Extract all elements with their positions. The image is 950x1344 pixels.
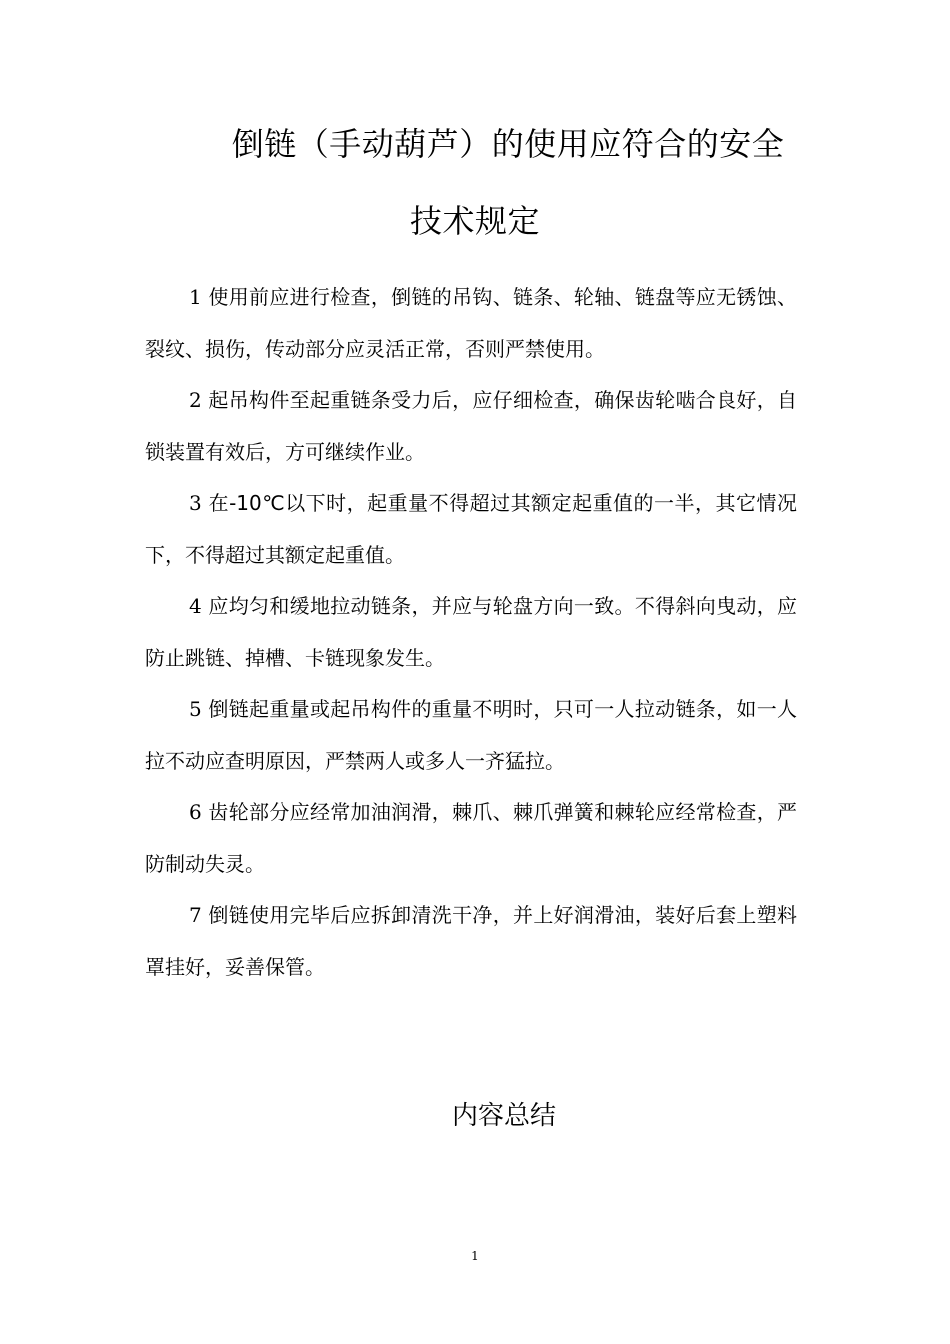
document-title-line-1: 倒链（手动葫芦）的使用应符合的安全 [231,125,785,163]
paragraph-3 [145,478,797,581]
paragraph-number: 1 [189,285,202,309]
paragraph-text: 倒链使用完毕后应拆卸清洗干净，并上好润滑油，装好后套上塑料罩挂好，妥善保管。 [145,903,798,979]
document-title-line-2: 技术规定 [409,202,540,240]
paragraph-number: 7 [189,903,202,927]
paragraph-number: 6 [189,800,202,824]
paragraph-number: 2 [189,388,202,412]
paragraph-text: 应均匀和缓地拉动链条，并应与轮盘方向一致。不得斜向曳动，应防止跳链、掉槽、卡链现象发生。 [145,594,798,670]
paragraph-1 [145,272,797,375]
paragraph-text: 倒链起重量或起吊构件的重量不明时，只可一人拉动链条，如一人拉不动应查明原因，严禁两人或多人一齐猛拉。 [145,697,798,773]
document-body [145,272,797,993]
paragraph-number: 4 [189,594,202,618]
page-number: 1 [471,1249,479,1263]
paragraph-6 [145,787,797,890]
paragraph-5 [145,684,797,787]
paragraph-text: 在-10℃以下时，起重量不得超过其额定起重值的一半，其它情况下，不得超过其额定起重值。 [145,491,797,567]
paragraph-number: 3 [189,491,202,515]
paragraph-2 [145,375,797,478]
paragraph-text: 使用前应进行检查，倒链的吊钩、链条、轮轴、链盘等应无锈蚀、裂纹、损伤，传动部分应灵活正常，否则严禁使用。 [145,285,798,361]
paragraph-7 [145,890,797,993]
paragraph-number: 5 [189,697,202,721]
paragraph-text: 起吊构件至起重链条受力后，应仔细检查，确保齿轮啮合良好，自锁装置有效后，方可继续作业。 [145,388,798,464]
paragraph-4 [145,581,797,684]
paragraph-text: 齿轮部分应经常加油润滑，棘爪、棘爪弹簧和棘轮应经常检查，严防制动失灵。 [145,800,798,876]
summary-heading: 内容总结 [451,1101,556,1131]
